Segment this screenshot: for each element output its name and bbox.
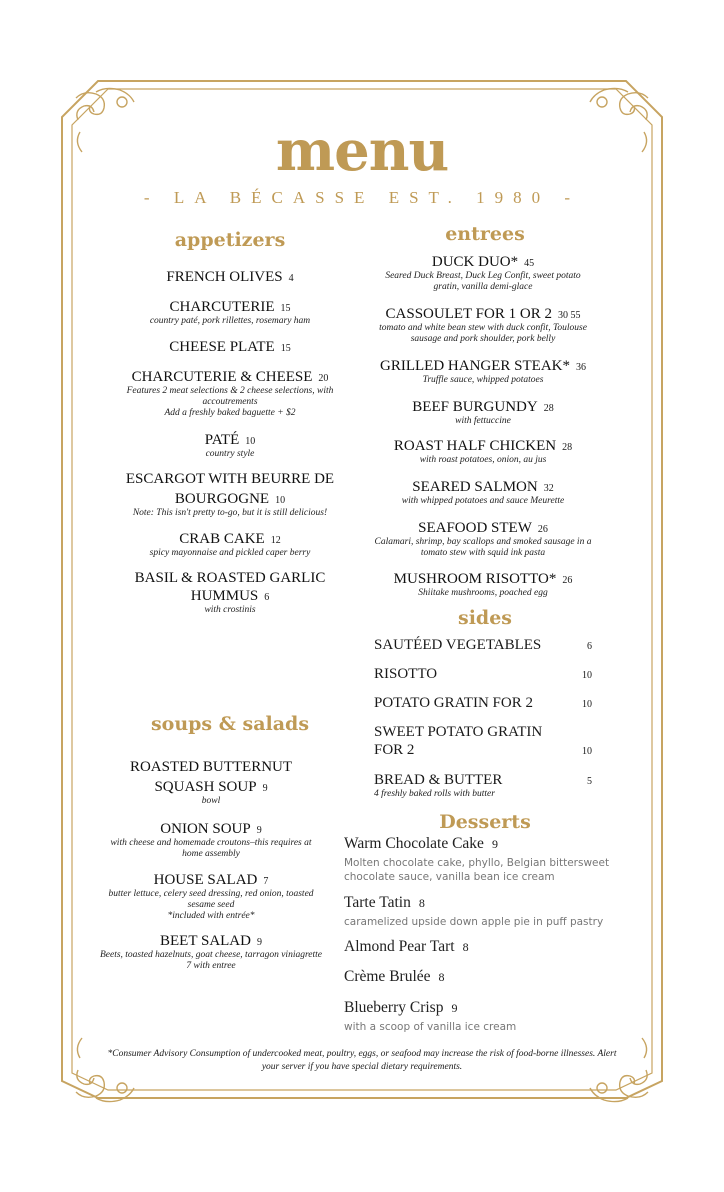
appetizer-item: CHEESE PLATE 15 — [169, 339, 291, 355]
dessert-item: Almond Pear Tart 8 — [344, 938, 469, 955]
consumer-advisory: *Consumer Advisory Consumption of undercooked meat, poultry, eggs, or seafood may increase the risk of food-borne illnesses. Alert your server if you have special dietary requirements. — [107, 1049, 617, 1072]
entree-item: DUCK DUO* 45 Seared Duck Breast, Duck Leg Confit, sweet potato gratin, vanilla demi-glace — [385, 254, 581, 292]
entree-item: SEARED SALMON 32 with whipped potatoes and sauce Meurette — [401, 479, 565, 506]
dessert-item: Crème Brulée 8 — [344, 968, 445, 985]
appetizer-item: FRENCH OLIVES 4 — [166, 269, 294, 285]
soup-salad-item: BEET SALAD 9 Beets, toasted hazelnuts, goat cheese, tarragon viniagrette 7 with entree — [99, 933, 323, 971]
soup-salad-item: ONION SOUP 9 with cheese and homemade croutons–this requires at home assembly — [110, 821, 312, 859]
desserts-title: Desserts — [439, 811, 531, 833]
side-item: POTATO GRATIN FOR 2 10 — [374, 695, 592, 711]
restaurant-subtitle: - LA BÉCASSE EST. 1980 - — [143, 188, 581, 207]
entree-item: MUSHROOM RISOTTO* 26 Shiitake mushrooms, poached egg — [393, 571, 573, 598]
dessert-item: Blueberry Crisp 9 with a scoop of vanilla ice cream — [344, 999, 517, 1033]
side-item: RISOTTO 10 — [374, 666, 592, 682]
entree-item: ROAST HALF CHICKEN 28 with roast potatoes, onion, au jus — [393, 438, 573, 465]
menu-title: menu — [275, 118, 449, 184]
appetizer-item: CRAB CAKE 12 spicy mayonnaise and pickled caper berry — [149, 531, 311, 558]
appetizer-item: ESCARGOT WITH BEURRE DE BOURGOGNE 10 Note: This isn't pretty to-go, but it is still delicious! — [125, 471, 335, 518]
appetizer-item: BASIL & ROASTED GARLIC HUMMUS 6 with crostinis — [134, 570, 326, 615]
soups-salads-title: soups & salads — [150, 713, 310, 735]
sides-title: sides — [458, 607, 512, 629]
dessert-item: Warm Chocolate Cake 9 Molten chocolate cake, phyllo, Belgian bittersweet chocolate sauce, vanilla bean ice cream — [344, 835, 610, 883]
appetizer-item: PATÉ 10 country style — [204, 432, 256, 459]
appetizer-item: CHARCUTERIE & CHEESE 20 Features 2 meat selections & 2 cheese selections, with accoutrements Add a freshly baked baguette + $2 — [126, 369, 334, 418]
side-item: SAUTÉED VEGETABLES 6 — [374, 637, 592, 653]
dessert-item: Tarte Tatin 8 caramelized upside down apple pie in puff pastry — [344, 894, 604, 928]
entree-item: BEEF BURGUNDY 28 with fettuccine — [412, 399, 554, 426]
soup-salad-item: ROASTED BUTTERNUT SQUASH SOUP 9 bowl — [129, 759, 293, 806]
entree-item: CASSOULET FOR 1 OR 2 30 55 tomato and white bean stew with duck confit, Toulouse sausage and pork shoulder, pork belly — [379, 306, 587, 344]
entrees-title: entrees — [445, 223, 525, 245]
entree-item: SEAFOOD STEW 26 Calamari, shrimp, bay scallops and smoked sausage in a tomato stew with squid ink pasta — [374, 520, 592, 558]
side-item: BREAD & BUTTER 4 freshly baked rolls with butter 5 — [374, 772, 592, 799]
soup-salad-item: HOUSE SALAD 7 butter lettuce, celery seed dressing, red onion, toasted sesame seed *included with entrée* — [108, 872, 314, 921]
entree-item: GRILLED HANGER STEAK* 36 Truffle sauce, whipped potatoes — [380, 358, 586, 385]
appetizer-item: CHARCUTERIE 15 country paté, pork rillettes, rosemary ham — [149, 299, 311, 326]
appetizers-title: appetizers — [174, 229, 286, 251]
side-item: SWEET POTATO GRATIN FOR 2 10 — [374, 724, 592, 758]
